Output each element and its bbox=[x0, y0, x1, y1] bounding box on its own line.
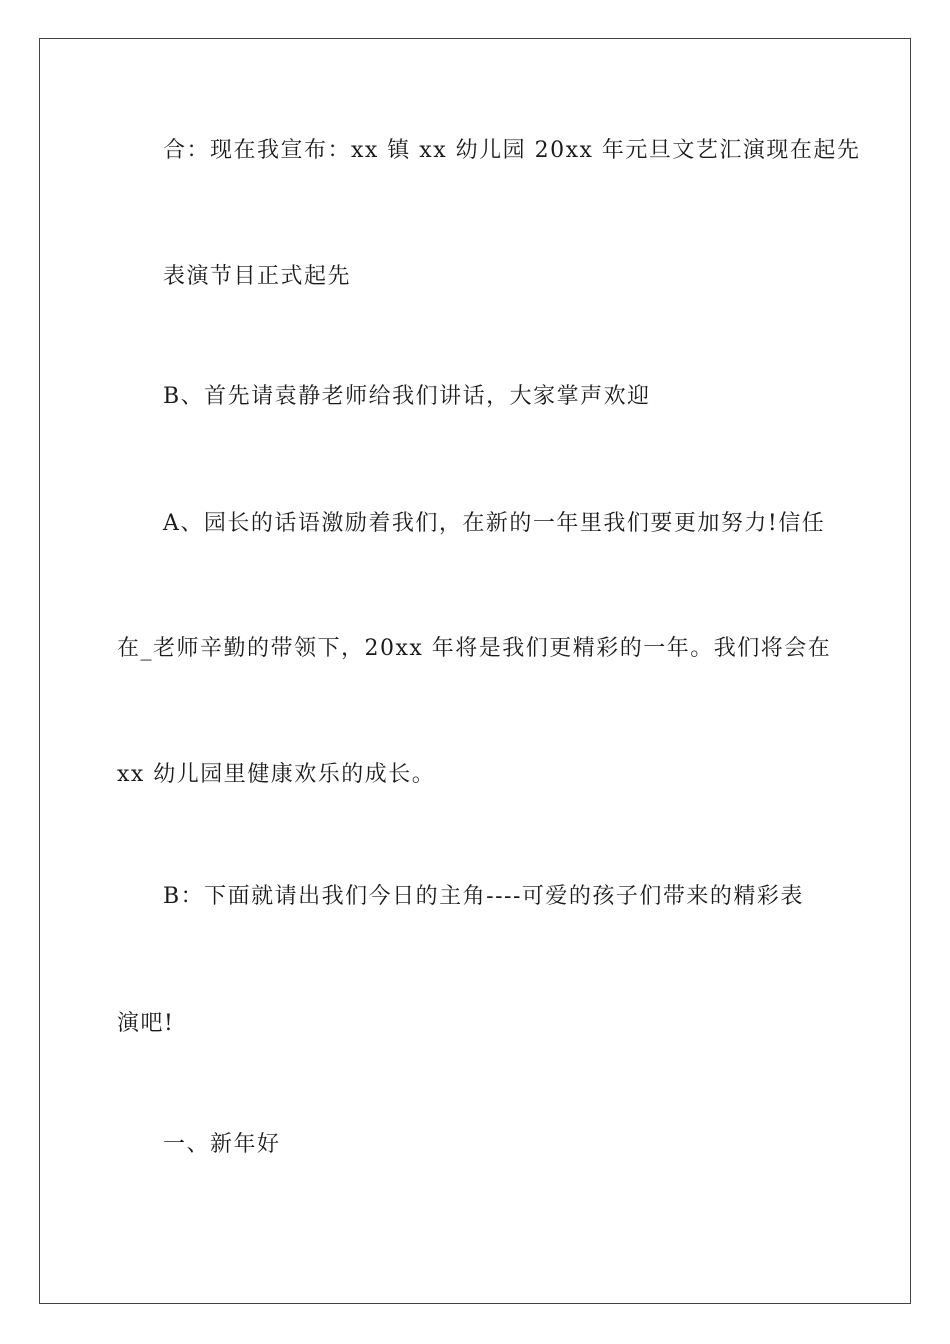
paragraph-line-5: 在_老师辛勤的带领下，20xx 年将是我们更精彩的一年。我们将会在 bbox=[117, 636, 832, 661]
paragraph-line-4: A、园长的话语激励着我们，在新的一年里我们要更加努力!信任 bbox=[163, 511, 826, 536]
paragraph-line-1: 合：现在我宣布：xx 镇 xx 幼儿园 20xx 年元旦文艺汇演现在起先 bbox=[163, 138, 861, 163]
paragraph-line-6: xx 幼儿园里健康欢乐的成长。 bbox=[117, 762, 436, 787]
section-heading: 一、新年好 bbox=[163, 1132, 281, 1157]
paragraph-line-3: B、首先请袁静老师给我们讲话，大家掌声欢迎 bbox=[163, 384, 651, 409]
paragraph-line-7: B：下面就请出我们今日的主角----可爱的孩子们带来的精彩表 bbox=[163, 884, 804, 909]
page-border bbox=[39, 38, 911, 1304]
paragraph-line-2: 表演节目正式起先 bbox=[163, 264, 352, 289]
paragraph-line-8: 演吧! bbox=[117, 1011, 175, 1036]
